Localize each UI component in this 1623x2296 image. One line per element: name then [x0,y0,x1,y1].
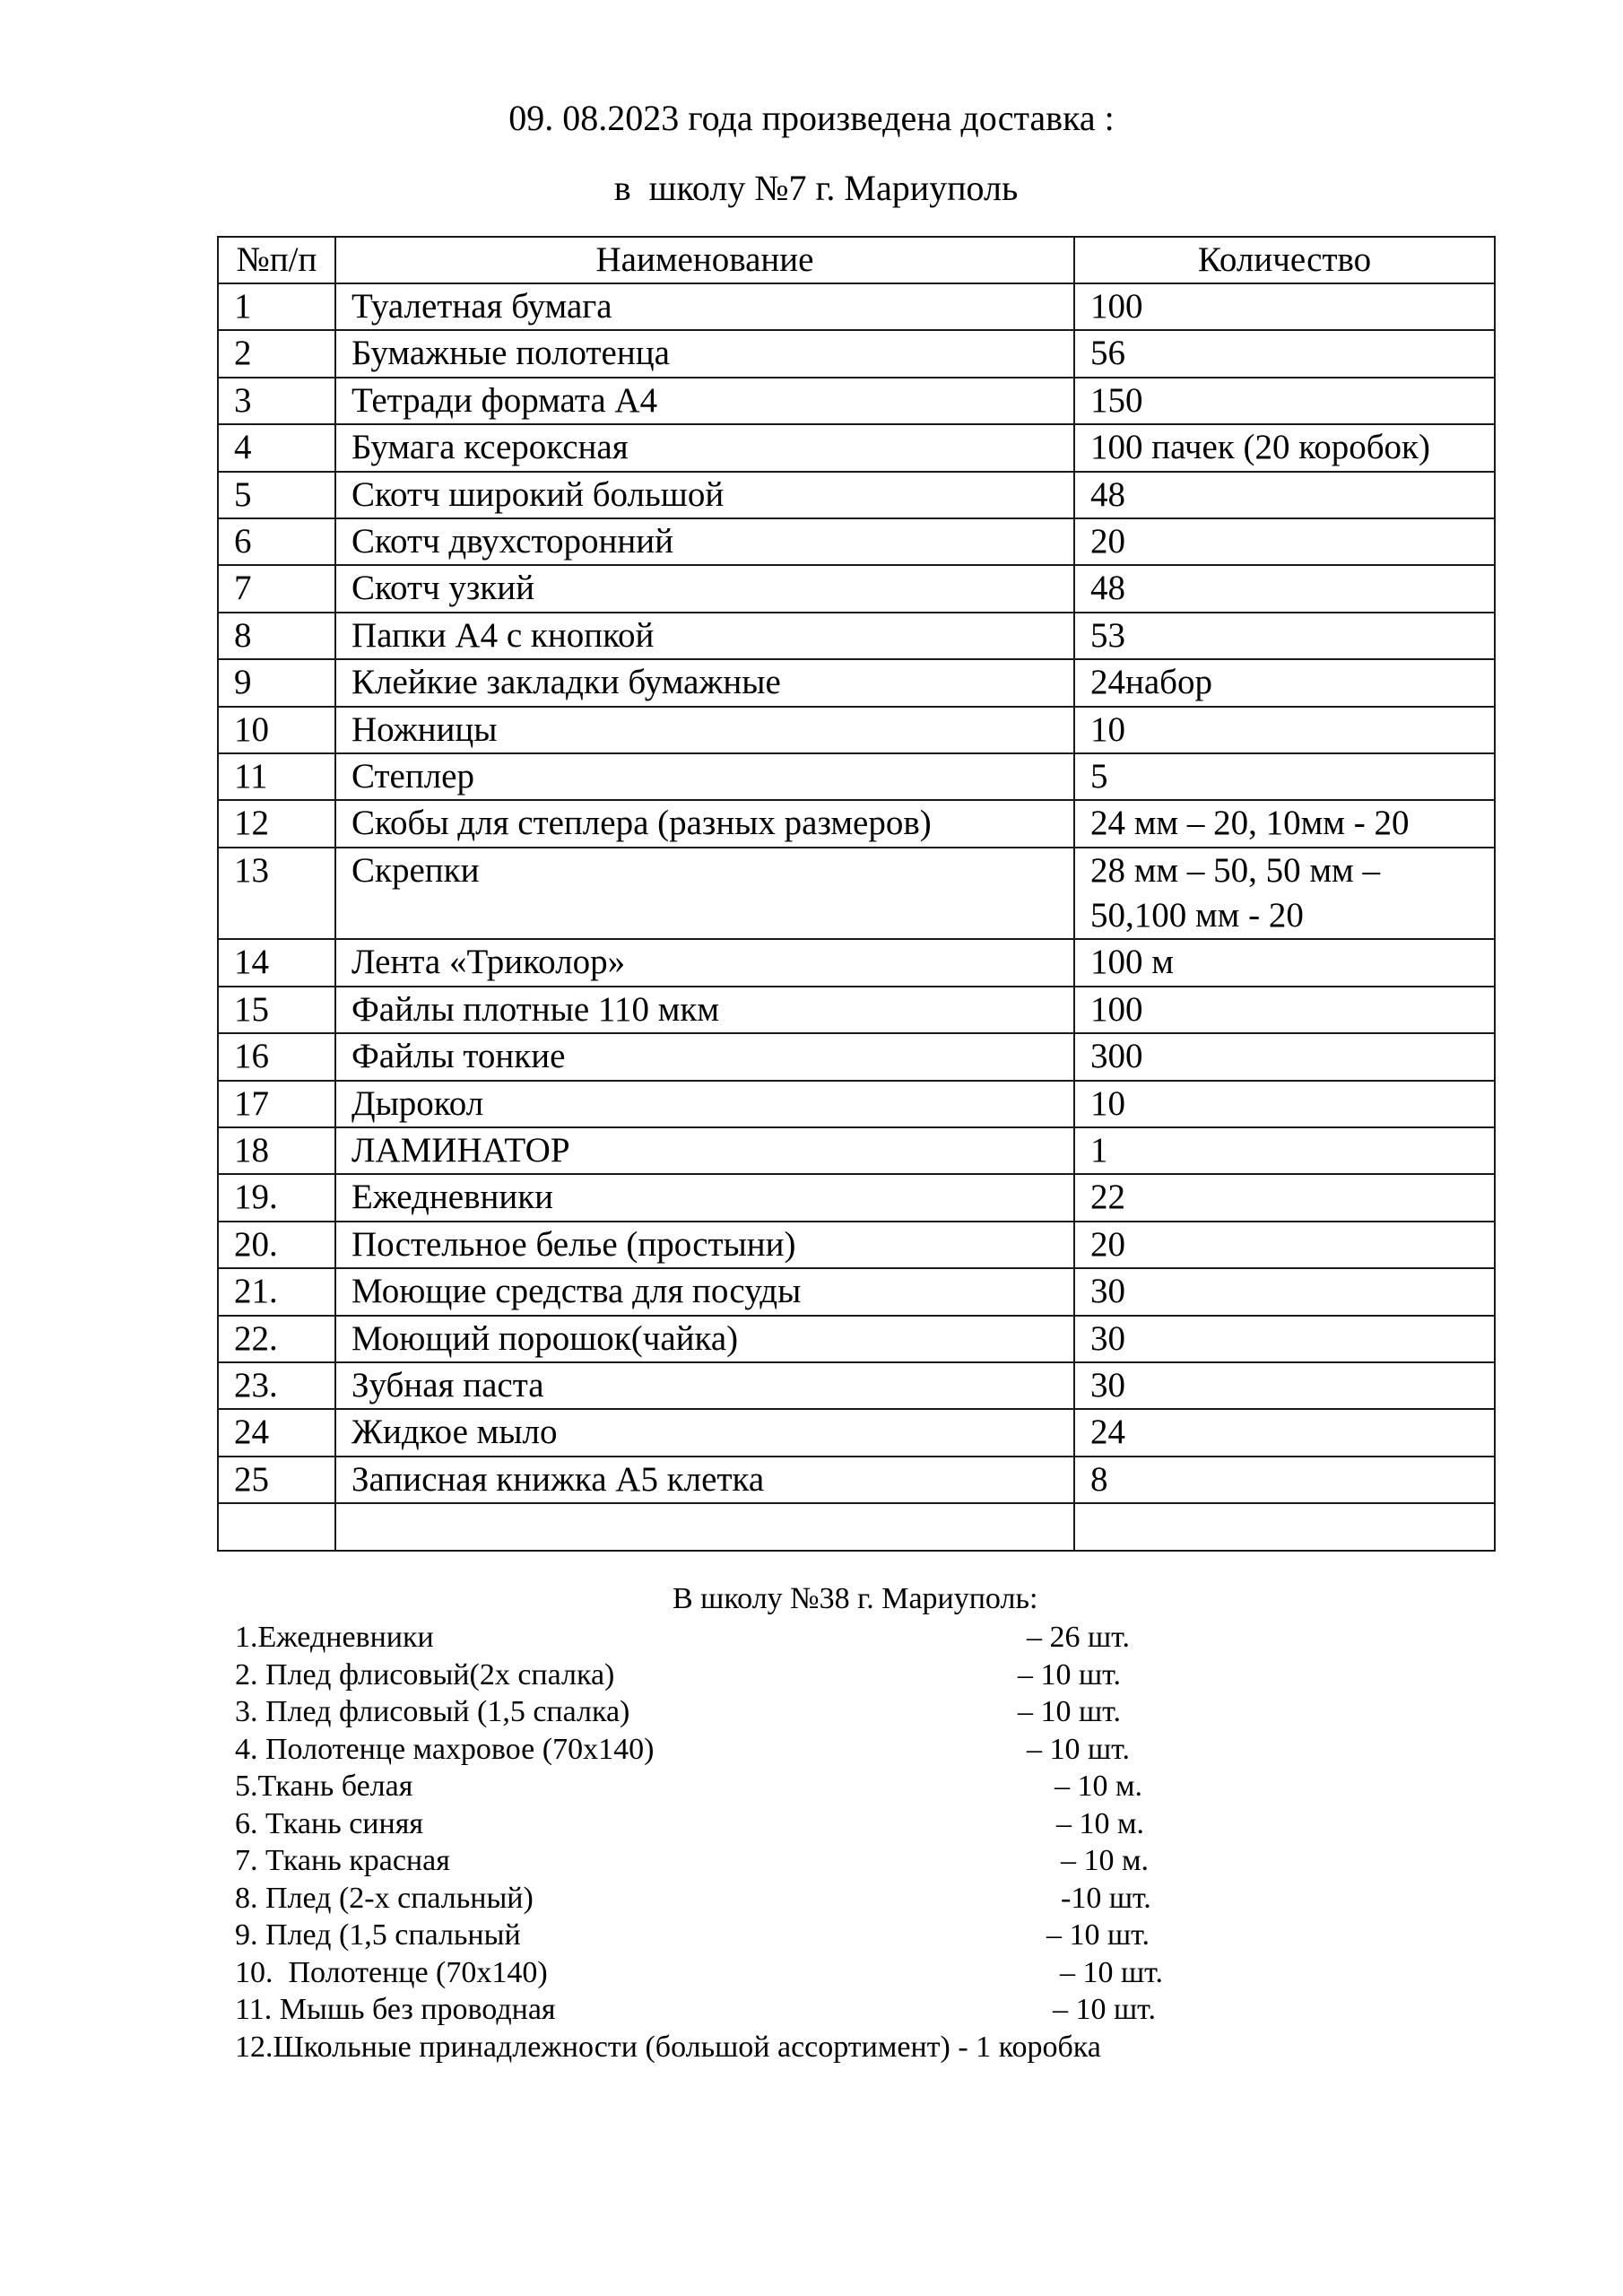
school-38-delivery-list [235,1619,1311,2066]
row-number: 15 [218,987,335,1033]
list-item [235,1731,1311,1769]
table-row [218,1316,1495,1362]
list-item-text: 12.Школьные принадлежности (большой ассортимент) - 1 коробка [235,2030,1101,2064]
item-quantity: 8 [1074,1457,1495,1503]
list-item-quantity: -10 шт. [1061,1881,1151,1915]
list-item [235,1619,1311,1657]
row-number: 7 [218,565,335,612]
table-row [218,565,1495,612]
item-name [335,1503,1074,1551]
table-row [218,939,1495,986]
row-number: 5 [218,472,335,518]
item-quantity: 30 [1074,1268,1495,1315]
row-number: 4 [218,424,335,471]
list-item-text: 5.Ткань белая [235,1770,413,1803]
list-item-text: 1.Ежедневники [235,1621,434,1654]
item-quantity: 24 мм – 20, 10мм - 20 [1074,800,1495,847]
list-item-text: 2. Плед флисовый(2х спалка) [235,1657,615,1692]
list-item [235,1768,1311,1805]
delivery-table-school-7 [217,236,1496,1552]
item-name: Ножницы [335,707,1074,753]
item-quantity: 100 [1074,283,1495,330]
item-name: Туалетная бумага [335,283,1074,330]
item-name: Скотч узкий [335,565,1074,612]
list-item [235,1657,1311,1694]
row-number [218,1503,335,1551]
row-number: 2 [218,330,335,377]
table-row [218,283,1495,330]
item-quantity: 10 [1074,707,1495,753]
table-row [218,378,1495,424]
item-quantity: 300 [1074,1033,1495,1080]
table-row [218,1362,1495,1409]
table-row [218,659,1495,706]
table-row [218,1222,1495,1268]
row-number: 24 [218,1409,335,1456]
list-item [235,1917,1311,1954]
item-name: Клейкие закладки бумажные [335,659,1074,706]
item-name: Моющий порошок(чайка) [335,1316,1074,1362]
item-name: Ежедневники [335,1174,1074,1221]
list-item-text: 4. Полотенце махровое (70х140) [235,1732,655,1766]
row-number: 13 [218,848,335,940]
item-name: Зубная паста [335,1362,1074,1409]
item-quantity: 20 [1074,518,1495,565]
table-row [218,987,1495,1033]
table-row [218,1457,1495,1503]
item-quantity: 53 [1074,613,1495,659]
list-item-quantity: – 10 шт. [1060,1955,1163,1989]
list-item-quantity: – 10 шт. [1018,1657,1121,1692]
item-quantity: 1 [1074,1127,1495,1174]
row-number: 22. [218,1316,335,1362]
list-item [235,1954,1311,1992]
list-item-quantity: – 10 шт. [1046,1918,1150,1952]
table-row [218,330,1495,377]
item-quantity: 10 [1074,1081,1495,1127]
list-item [235,1880,1311,1918]
table-row [218,424,1495,471]
list-item-text: 9. Плед (1,5 спальный [235,1918,521,1952]
item-name: Дырокол [335,1081,1074,1127]
list-item-text: 7. Ткань красная [235,1844,450,1877]
list-item [235,1991,1311,2029]
item-quantity: 48 [1074,565,1495,612]
item-name: ЛАМИНАТОР [335,1127,1074,1174]
item-quantity [1074,848,1495,940]
list-item [235,1805,1311,1843]
item-name: Папки А4 с кнопкой [335,613,1074,659]
list-item [235,2029,1311,2066]
list-item-quantity: – 10 м. [1055,1770,1143,1803]
item-quantity: 100 пачек (20 коробок) [1074,424,1495,471]
table-row-empty [218,1503,1495,1551]
table-row [218,1268,1495,1315]
row-number: 1 [218,283,335,330]
table-row [218,613,1495,659]
item-quantity [1074,1503,1495,1551]
item-name: Степлер [335,753,1074,800]
item-quantity: 30 [1074,1316,1495,1362]
item-quantity: 5 [1074,753,1495,800]
item-name: Записная книжка А5 клетка [335,1457,1074,1503]
table-row [218,518,1495,565]
item-name: Скотч широкий большой [335,472,1074,518]
table-row [218,1033,1495,1080]
item-quantity: 30 [1074,1362,1495,1409]
list-item [235,1693,1311,1731]
list-item-text: 3. Плед флисовый (1,5 спалка) [235,1695,630,1728]
item-name: Тетради формата А4 [335,378,1074,424]
table-header-row [218,237,1495,283]
item-quantity: 24набор [1074,659,1495,706]
row-number: 18 [218,1127,335,1174]
list-item-text: 10. Полотенце (70х140) [235,1955,548,1989]
row-number: 21. [218,1268,335,1315]
list-item-quantity: – 10 шт. [1053,1993,1156,2026]
item-name: Постельное белье (простыни) [335,1222,1074,1268]
list-item-text: 8. Плед (2-х спальный) [235,1881,534,1915]
document-title: 09. 08.2023 года произведена доставка : [508,98,1115,138]
school-38-heading: В школу №38 г. Мариуполь: [673,1582,1038,1615]
list-item-quantity: – 10 м. [1056,1806,1145,1840]
list-item-text: 11. Мышь без проводная [235,1993,556,2026]
item-quantity: 100 [1074,987,1495,1033]
row-number: 14 [218,939,335,986]
row-number: 3 [218,378,335,424]
item-name: Скобы для степлера (разных размеров) [335,800,1074,847]
item-name: Файлы плотные 110 мкм [335,987,1074,1033]
row-number: 20. [218,1222,335,1268]
row-number: 12 [218,800,335,847]
table-row [218,848,1495,940]
row-number: 8 [218,613,335,659]
row-number: 11 [218,753,335,800]
table-row [218,472,1495,518]
item-quantity: 22 [1074,1174,1495,1221]
item-quantity: 150 [1074,378,1495,424]
column-header-name: Наименование [335,237,1074,283]
item-quantity: 56 [1074,330,1495,377]
row-number: 10 [218,707,335,753]
table-row [218,1174,1495,1221]
row-number: 17 [218,1081,335,1127]
item-name: Моющие средства для посуды [335,1268,1074,1315]
item-name: Жидкое мыло [335,1409,1074,1456]
row-number: 23. [218,1362,335,1409]
item-name: Лента «Триколор» [335,939,1074,986]
item-name: Бумага ксероксная [335,424,1074,471]
table-row [218,707,1495,753]
table-row [218,1127,1495,1174]
column-header-number: №п/п [218,237,335,283]
row-number: 9 [218,659,335,706]
table-row [218,1081,1495,1127]
list-item-quantity: – 10 шт. [1018,1695,1121,1728]
item-name: Файлы тонкие [335,1033,1074,1080]
table-row [218,753,1495,800]
row-number: 6 [218,518,335,565]
item-quantity: 24 [1074,1409,1495,1456]
row-number: 25 [218,1457,335,1503]
item-name: Скрепки [335,848,1074,940]
table-row [218,800,1495,847]
row-number: 19. [218,1174,335,1221]
list-item-quantity: – 26 шт. [1027,1621,1130,1654]
item-name: Скотч двухсторонний [335,518,1074,565]
list-item-quantity: – 10 шт. [1027,1732,1130,1766]
item-quantity: 48 [1074,472,1495,518]
table-row [218,1409,1495,1456]
row-number: 16 [218,1033,335,1080]
document-subtitle: в школу №7 г. Мариуполь [613,168,1019,208]
list-item [235,1842,1311,1880]
item-quantity: 100 м [1074,939,1495,986]
item-quantity-line-2: 50,100 мм - 20 [1090,895,1304,935]
list-item-text: 6. Ткань синяя [235,1806,423,1840]
column-header-quantity: Количество [1074,237,1495,283]
item-name: Бумажные полотенца [335,330,1074,377]
list-item-quantity: – 10 м. [1061,1844,1150,1877]
item-quantity-line-1: 28 мм – 50, 50 мм – [1090,850,1380,890]
item-quantity: 20 [1074,1222,1495,1268]
